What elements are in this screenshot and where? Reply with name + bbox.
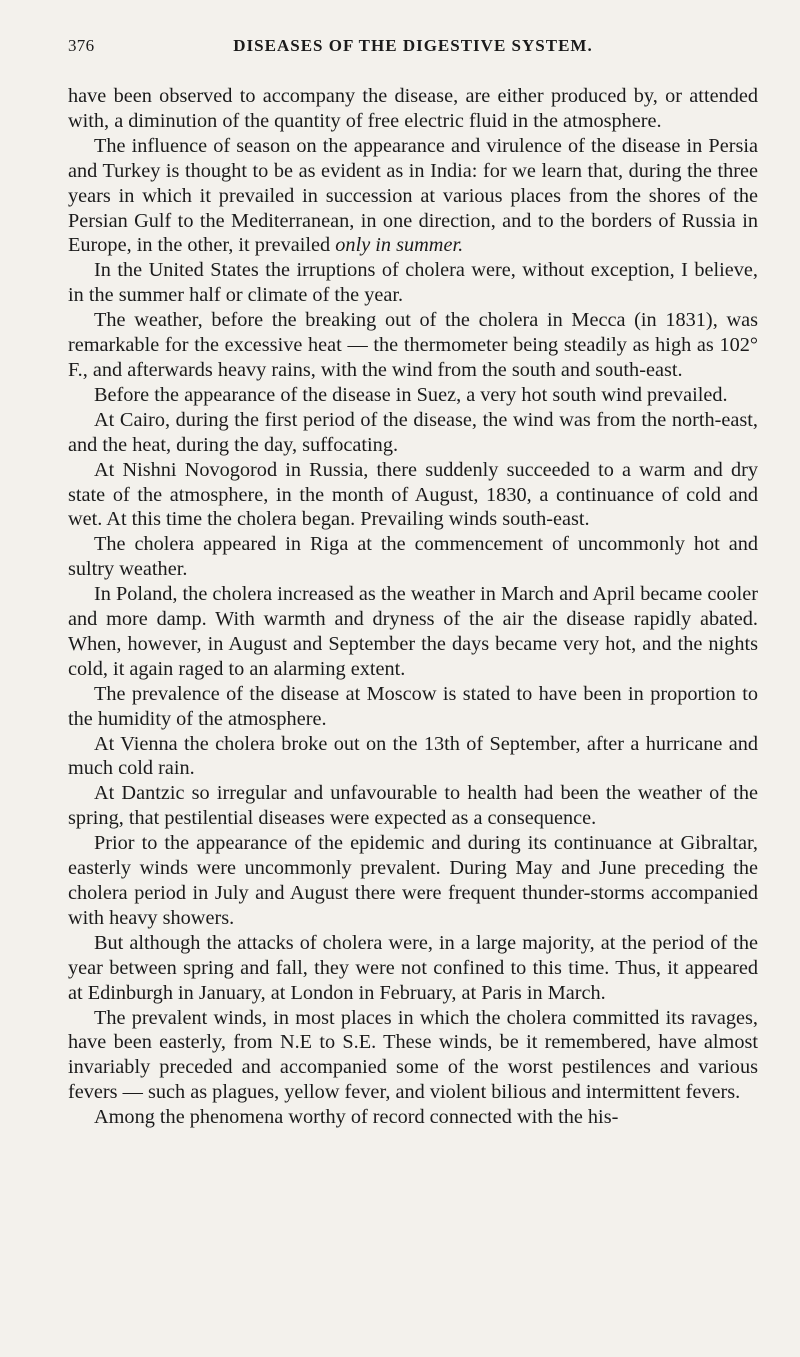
- paragraph: Prior to the appearance of the epidemic and during its continuance at Gibraltar, easterly winds were uncommonly prevalent. During May and June preceding the cholera period in July and August there were frequent thunder-storms accompanied with heavy showers.: [68, 832, 758, 929]
- paragraph: At Cairo, during the first period of the disease, the wind was from the north-east, and the heat, during the day, suffocating.: [68, 408, 758, 456]
- emphasis-text: only in summer.: [335, 234, 464, 257]
- paragraph: The prevalent winds, in most places in which the cholera committed its ravages, have been easterly, from N.E to S.E. These winds, be it remembered, have almost invariably preceded and accompanied some of the worst pestilences and various fevers — such as plagues, yellow fever, and violent bilious and intermittent fevers.: [68, 1006, 758, 1104]
- paragraph: In Poland, the cholera increased as the weather in March and April became cooler and more damp. With warmth and dryness of the air the disease rapidly abated. When, however, in August and September the days became very hot, and the nights cold, it again raged to an alarming extent.: [68, 583, 758, 680]
- paragraph: In the United States the irruptions of cholera were, without exception, I believe, in the summer half or climate of the year.: [68, 259, 758, 307]
- paragraph: Among the phenomena worthy of record connected with the his-: [94, 1106, 619, 1129]
- running-title: DISEASES OF THE DIGESTIVE SYSTEM.: [233, 36, 593, 55]
- page-number: 376: [68, 36, 95, 55]
- paragraph: [68, 134, 758, 259]
- paragraph-text: The influence of season on the appearance and virulence of the disease in Persia and Turkey is thought to be as evident as in India: for we learn that, during the three years in which it prevailed in succession at various places from the shores of the Persian Gulf to the Mediterranean, in one direction, and to the borders of Russia in Europe, in the other, it prevailed: [68, 134, 758, 257]
- paragraph: The cholera appeared in Riga at the commencement of uncommonly hot and sultry weather.: [68, 533, 758, 581]
- paragraph: But although the attacks of cholera were, in a large majority, at the period of the year between spring and fall, they were not confined to this time. Thus, it appeared at Edinburgh in January, at London in February, at Paris in March.: [68, 931, 758, 1004]
- paragraph: have been observed to accompany the disease, are either produced by, or attended with, a diminution of the quantity of free electric fluid in the atmosphere.: [68, 85, 758, 132]
- paragraph: The prevalence of the disease at Moscow is stated to have been in proportion to the humidity of the atmosphere.: [68, 682, 758, 730]
- paragraph: At Vienna the cholera broke out on the 13th of September, after a hurricane and much cold rain.: [68, 732, 758, 780]
- paragraph: The weather, before the breaking out of the cholera in Mecca (in 1831), was remarkable for the excessive heat — the thermometer being steadily as high as 102° F., and afterwards heavy rains, with the wind from the south and south-east.: [68, 309, 758, 381]
- paragraph: Before the appearance of the disease in Suez, a very hot south wind prevailed.: [94, 383, 728, 406]
- body-text: [68, 84, 758, 1130]
- paragraph: At Dantzic so irregular and unfavourable to health had been the weather of the spring, that pestilential diseases were expected as a consequence.: [68, 782, 758, 830]
- paragraph: At Nishni Novogorod in Russia, there suddenly succeeded to a warm and dry state of the atmosphere, in the month of August, 1830, a continuance of cold and wet. At this time the cholera began. Prevailing winds south-east.: [68, 458, 758, 531]
